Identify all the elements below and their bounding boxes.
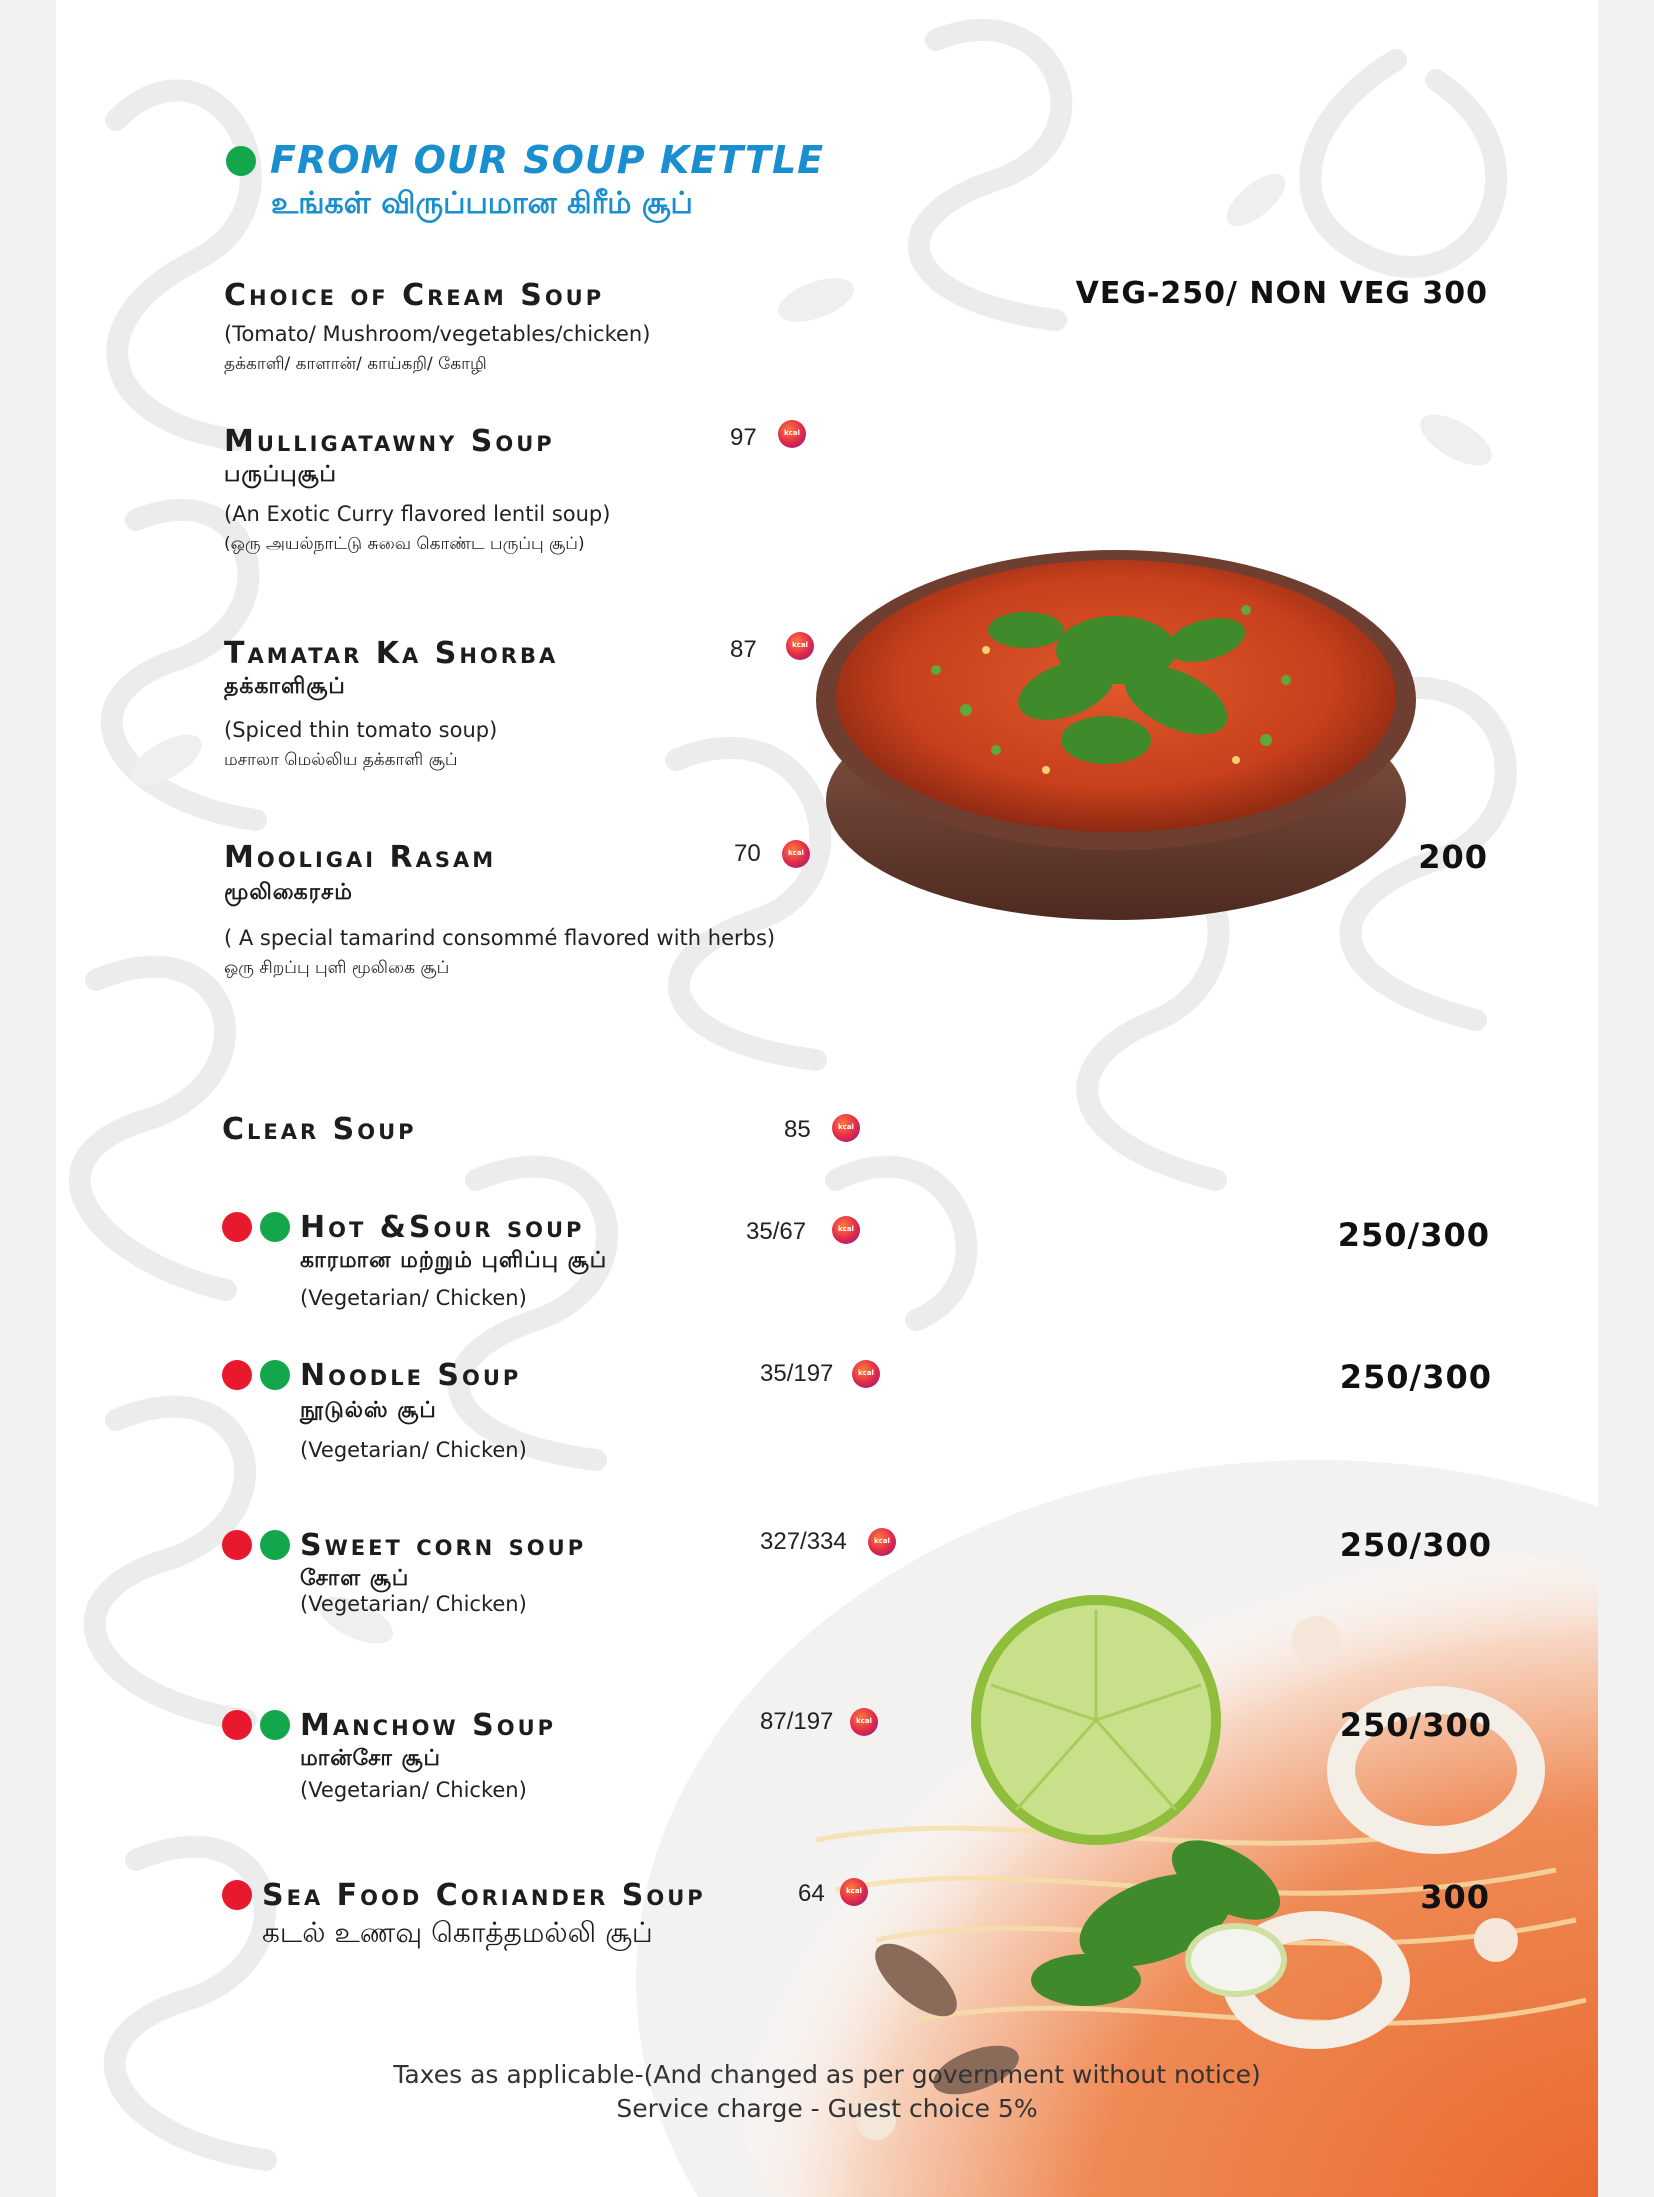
nonveg-dot-icon (222, 1212, 252, 1242)
item-description: (Vegetarian/ Chicken) (300, 1286, 527, 1310)
kcal-flame-icon (840, 1878, 868, 1906)
item-code: 35/197 (760, 1360, 834, 1387)
item-name: Tamatar Ka Shorba (224, 636, 559, 671)
item-code: 87/197 (760, 1708, 834, 1735)
item-name: Sweet corn soup (300, 1528, 587, 1563)
nonveg-dot-icon (222, 1710, 252, 1740)
kcal-flame-icon (832, 1114, 860, 1142)
item-name-tamil: நூடுல்ஸ் சூப் (300, 1398, 437, 1423)
nonveg-dot-icon (222, 1360, 252, 1390)
veg-dot-icon (260, 1212, 290, 1242)
item-code: 87 (730, 636, 757, 663)
item-name-tamil: காரமான மற்றும் புளிப்பு சூப் (300, 1248, 608, 1273)
item-price: 250/300 (1339, 1358, 1492, 1396)
section-title: FROM OUR SOUP KETTLE (270, 138, 825, 182)
item-description: (Vegetarian/ Chicken) (300, 1778, 527, 1802)
item-description: (An Exotic Curry flavored lentil soup) (224, 502, 611, 526)
item-name: Clear Soup (222, 1112, 417, 1147)
item-name: Mulligatawny Soup (224, 424, 555, 459)
veg-dot-icon (226, 146, 256, 176)
item-description-tamil: ஒரு சிறப்பு புளி மூலிகை சூப் (224, 958, 450, 978)
item-name: Choice of Cream Soup (224, 278, 605, 313)
item-description: ( A special tamarind consommé flavored with herbs) (224, 926, 776, 950)
item-name: Sea Food Coriander Soup (262, 1878, 706, 1913)
item-code: 85 (784, 1116, 811, 1143)
item-price: 300 (1420, 1878, 1490, 1916)
nonveg-dot-icon (222, 1880, 252, 1910)
kcal-flame-icon (868, 1528, 896, 1556)
item-code: 35/67 (746, 1218, 807, 1245)
item-name: Hot &Sour soup (300, 1210, 585, 1245)
item-description: (Vegetarian/ Chicken) (300, 1592, 527, 1616)
kcal-flame-icon (778, 420, 806, 448)
item-description-tamil: தக்காளி/ காளான்/ காய்கறி/ கோழி (224, 354, 487, 374)
kcal-flame-icon (852, 1360, 880, 1388)
item-description: (Vegetarian/ Chicken) (300, 1438, 527, 1462)
item-price: 200 (1418, 838, 1488, 876)
item-price: 250/300 (1339, 1526, 1492, 1564)
item-name-tamil: தக்காளிசூப் (224, 674, 346, 699)
footer-service-charge: Service charge - Guest choice 5% (616, 2094, 1038, 2123)
item-name-tamil: மான்சோ சூப் (300, 1746, 441, 1771)
item-name-tamil: கடல் உணவு கொத்தமல்லி சூப் (262, 1916, 653, 1949)
item-description: (Spiced thin tomato soup) (224, 718, 498, 742)
item-name-tamil: சோள சூப் (300, 1566, 410, 1591)
item-price: VEG-250/ NON VEG 300 (1075, 276, 1488, 311)
veg-dot-icon (260, 1360, 290, 1390)
item-code: 97 (730, 424, 757, 451)
kcal-flame-icon (850, 1708, 878, 1736)
rasam-bowl-image (786, 500, 1426, 940)
menu-page (56, 0, 1598, 2197)
item-price: 250/300 (1339, 1706, 1492, 1744)
item-price: 250/300 (1337, 1216, 1490, 1254)
item-name: Manchow Soup (300, 1708, 557, 1743)
kcal-flame-icon (786, 632, 814, 660)
nonveg-dot-icon (222, 1530, 252, 1560)
item-name: Noodle Soup (300, 1358, 522, 1393)
item-name-tamil: பருப்புசூப் (224, 462, 337, 487)
item-description-tamil: (ஒரு அயல்நாட்டு சுவை கொண்ட பருப்பு சூப்) (224, 534, 585, 554)
item-code: 64 (798, 1880, 825, 1907)
item-description-tamil: மசாலா மெல்லிய தக்காளி சூப் (224, 750, 458, 770)
item-name: Mooligai Rasam (224, 840, 497, 875)
item-name-tamil: மூலிகைரசம் (224, 880, 353, 905)
footer-taxes: Taxes as applicable-(And changed as per government without notice) (393, 2060, 1261, 2089)
kcal-flame-icon (782, 840, 810, 868)
item-code: 327/334 (760, 1528, 847, 1555)
item-code: 70 (734, 840, 761, 867)
veg-dot-icon (260, 1530, 290, 1560)
item-description: (Tomato/ Mushroom/vegetables/chicken) (224, 322, 651, 346)
kcal-flame-icon (832, 1216, 860, 1244)
veg-dot-icon (260, 1710, 290, 1740)
section-title-tamil: உங்கள் விருப்பமான கிரீம் சூப் (271, 186, 693, 221)
